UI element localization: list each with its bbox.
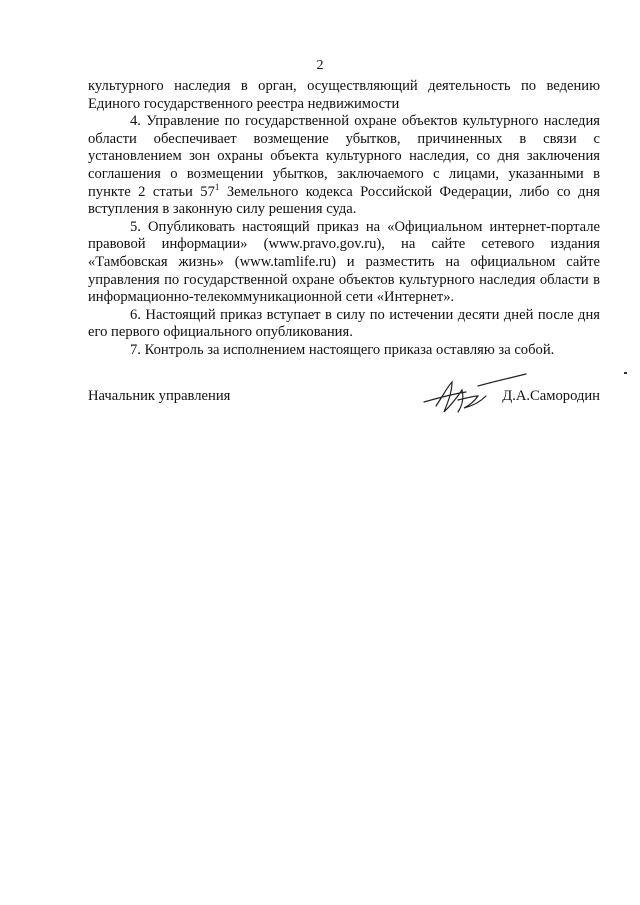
paragraph-4 [88, 113, 600, 219]
paragraph-continuation: культурного наследия в орган, осуществляющий деятельность по ведению Единого государственного реестра недвижимости [88, 78, 600, 112]
scan-mark [624, 372, 627, 374]
paragraph-7: 7. Контроль за исполнением настоящего приказа оставляю за собой. [130, 341, 555, 358]
paragraph-6: 6. Настоящий приказ вступает в силу по истечении десяти дней после дня его первого официального опубликования. [88, 306, 600, 341]
signature-block [88, 372, 600, 422]
page-number: 2 [316, 58, 324, 73]
signer-name: Д.А.Самородин [502, 388, 600, 404]
document-body [88, 78, 600, 360]
article-superscript: 1 [214, 181, 220, 192]
signer-position: Начальник управления [88, 388, 231, 404]
paragraph-5: 5. Опубликовать настоящий приказ на «Официальном интернет-портале правовой информации» (www.pravo.gov.ru), на сайте сетевого издания «Тамбовская жизнь» (www.tamlife.ru) и разместить на официальном сайте управления по государственной охране объектов культурного наследия области в информационно-телекоммуникационной сети «Интернет». [88, 218, 600, 306]
paragraph-4-text: 4. Управление по государственной охране объектов культурного наследия области обеспечивает возмещение убытков, причиненных в связи с установлением зон охраны объекта культурного наследия, со дня заключения соглашения о возмещении убытков, заключаемого с лицами, указанными в пункте 2 статьи 57 [88, 113, 600, 200]
paragraph-4-text-end: Земельного кодекса Российской Федерации, либо со дня вступления в законную силу решения суда. [88, 183, 600, 218]
